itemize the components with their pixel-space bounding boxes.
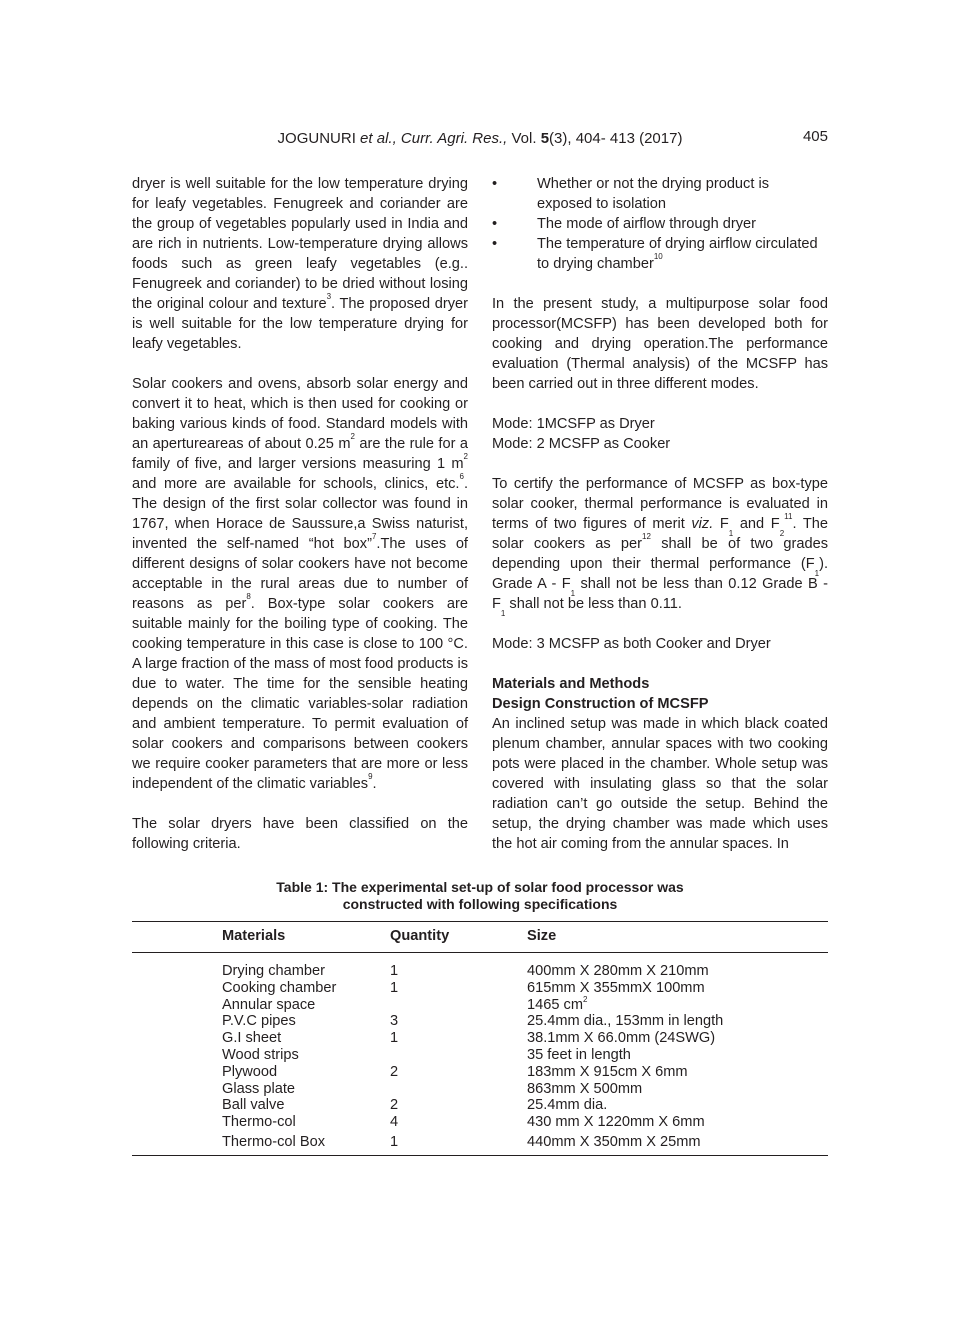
table-row [132,1097,828,1114]
criteria-list [492,174,828,274]
table-cell: Cooking chamber [222,979,337,996]
table-cell: 25.4mm dia. [527,1097,608,1114]
list-item [492,214,828,234]
citation: 12 [642,532,651,541]
header-journal: et al., Curr. Agri. Res., [355,130,508,147]
right-paragraph-3: An inclined setup was made in which black coated plenum chamber, annular spaces with two cooking pots were placed in the chamber. Whole setup was covered with insulating glass so that the solar radiation can’t go outside the setup. Behind the setup, the drying chamber was made which uses the hot air coming from the annular spaces. In [492,716,828,852]
column-header: Quantity [390,928,450,944]
header-vol-label: Vol. [507,130,541,147]
subscript: 1 [814,569,820,578]
table-cell: 1 [390,963,399,979]
mode-1: Mode: 1MCSFP as Dryer [492,416,655,432]
table-cell: 863mm X 500mm [527,1080,643,1097]
table-cell: Drying chamber [222,963,326,979]
citation: 7 [371,532,377,541]
table-top-rule [132,921,828,922]
table-cell: Thermo-col Box [222,1133,325,1150]
right-paragraph-1: In the present study, a multipurpose solar food processor(MCSFP) has been developed both for cooking and drying operation.The performance evaluation (Thermal analysis) of the MCSFP has been carried out in three different modes. [492,296,828,392]
right-column [492,174,828,854]
table-caption [132,879,828,913]
table-row [132,994,828,1014]
modes-1-2 [492,414,828,454]
table-cell: 615mm X 355mmX 100mm [527,979,705,996]
table-cell: 430 mm X 1220mm X 6mm [527,1114,705,1131]
citation: 10 [653,252,663,261]
header-author: JOGUNURI [277,130,356,147]
table-cell: 440mm X 350mm X 25mm [527,1133,701,1150]
table-cell: Wood strips [222,1046,299,1063]
left-paragraph-3: The solar dryers have been classified on the following criteria. [132,816,468,852]
text: and more are available for schools, clinics, etc. [132,476,460,492]
text: shall not be less than 0.12 Grade B - F [492,576,828,612]
table-row [132,1134,828,1151]
table-cell: 35 feet in length [527,1046,631,1063]
caption-line: Table 1: The experimental set-up of solar food processor was [276,879,684,895]
table-cell: 2 [390,1063,399,1080]
caption-line: constructed with following specifications [342,896,618,912]
text: To certify the performance of MCSFP as box-type solar cooker, thermal performance is evaluated in terms of two figures of merit [492,476,828,532]
list-item [492,234,828,274]
citation: 8 [246,592,251,601]
table-cell: Plywood [222,1063,278,1080]
subsection-heading: Design Construction of MCSFP [492,696,709,712]
left-paragraph-2 [132,374,468,794]
text: are the rule for a family of five, and larger versions measuring 1 m [132,436,468,472]
table-cell: 2 [390,1097,399,1114]
bullet-icon: • [492,176,498,192]
table-row [132,1047,828,1064]
table-cell [527,994,588,1014]
running-header [0,128,960,152]
superscript: 2 [350,432,355,441]
table-cell: 25.4mm dia., 153mm in length [527,1013,724,1030]
table-body [132,963,828,1151]
text: shall not be less than 0.11. [505,596,682,612]
text: Solar cookers and ovens, absorb solar energy and convert it to heat, which is then used for cooking or baking various kinds of food. Standard models with an apertureareas of about 0.25 m [132,376,468,452]
column-header: Materials [222,928,286,944]
text: 1465 cm [527,996,583,1013]
table-cell: Glass plate [222,1080,296,1097]
table-header-rule [132,952,828,953]
table-row [132,1081,828,1098]
left-paragraph-1 [132,174,468,354]
header-issue-pages: (3), 404- 413 (2017) [549,130,683,147]
page-number: 405 [802,128,828,145]
subscript: 2 [779,529,785,538]
table-row [132,1064,828,1081]
table-cell: 4 [390,1114,399,1131]
table-cell: G.I sheet [222,1030,282,1047]
text: . The solar cookers as per [492,516,828,552]
bullet-icon: • [492,236,498,252]
text: . [372,776,377,792]
text: .The uses of different designs of solar cookers have not become acceptable in the rural areas due to number of reasons as per [132,536,468,612]
text: . The design of the first solar collector was found in 1767, when Horace de Saussure,a Swiss naturist, invented the self-named “hot box” [132,476,468,552]
table-cell: 1 [390,1030,399,1047]
table-row [132,963,828,980]
table-cell: 400mm X 280mm X 210mm [527,963,709,979]
citation: 6 [459,472,464,481]
table-cell: Ball valve [222,1097,285,1114]
table-cell: Annular space [222,996,316,1013]
left-column [132,174,468,854]
table-cell: 3 [390,1013,399,1030]
table-cell: 1 [390,1133,399,1150]
text: ). Grade A - F [492,556,828,592]
text: and F [733,516,780,532]
table-cell: Thermo-col [222,1114,296,1131]
text: The mode of airflow through dryer [537,216,757,232]
table-header-row [132,928,828,948]
subscript: 1 [500,609,506,618]
text: shall be of two grades depending upon their thermal performance (F [492,536,828,572]
column-header: Size [527,928,557,944]
superscript: 2 [582,994,588,1004]
text: The temperature of drying airflow circulated to drying chamber [537,236,818,272]
section-heading: Materials and Methods [492,676,650,692]
bullet-icon: • [492,216,498,232]
text: F [713,516,729,532]
mode-2: Mode: 2 MCSFP as Cooker [492,436,671,452]
citation: 9 [368,772,373,781]
table-row [132,1114,828,1131]
table-row [132,1030,828,1047]
citation: 11 [784,512,793,521]
subscript: 1 [570,589,576,598]
table-row [132,980,828,997]
right-paragraph-2 [492,474,828,618]
text: viz. [691,516,714,532]
text: dryer is well suitable for the low temperature drying for leafy vegetables. Fenugreek and coriander are the group of vegetables popularly used in India and are rich in nutrients. Low-temperature drying allows foods such as green leafy vegetables (e.g.. Fenugreek and coriander) to be dried without losing the original colour and texture [132,176,468,312]
citation: 3 [326,292,332,301]
superscript: 2 [463,452,468,461]
table-row [132,1013,828,1030]
table-cell: 38.1mm X 66.0mm (24SWG) [527,1030,716,1047]
table-cell: 1 [390,979,399,996]
header-volume: 5 [540,130,550,147]
mode-3: Mode: 3 MCSFP as both Cooker and Dryer [492,636,771,652]
text: . Box-type solar cookers are suitable mainly for the boiling type of cooking. The cooking temperature in this case is close to 100 °C. A large fraction of the mass of most food products is due to water. The time for the sensible heating depends on the climatic variables-solar radiation and ambient temperature. To permit evaluation of solar cookers and comparisons between cookers we require cooker parameters that are more or less independent of the climatic variables [132,596,468,792]
table-bottom-rule [132,1155,828,1156]
text: . The proposed dryer is well suitable for the low temperature drying for leafy vegetables. [132,296,468,352]
table-cell: P.V.C pipes [222,1013,296,1030]
list-item [492,174,828,214]
text: Whether or not the drying product is exposed to isolation [537,176,769,212]
subscript: 1 [728,529,734,538]
table-cell: 183mm X 915cm X 6mm [527,1063,688,1080]
